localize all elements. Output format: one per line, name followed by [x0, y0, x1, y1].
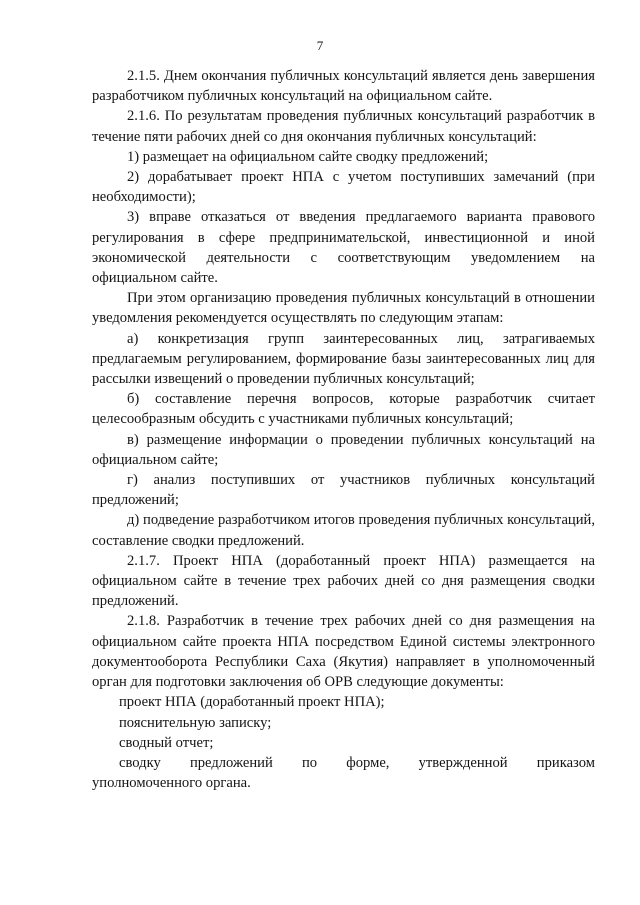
document-list-item-1: проект НПА (доработанный проект НПА);	[119, 694, 385, 711]
document-body	[92, 66, 595, 793]
document-list-item-4: сводку предложений по форме, утвержденной приказом	[119, 754, 595, 771]
list-item-1: 1) размещает на официальном сайте сводку предложений;	[127, 148, 489, 165]
stage-item-v: в) размещение информации о проведении публичных консультаций на официальном сайте;	[92, 431, 595, 468]
paragraph-2-1-5: 2.1.5. Днем окончания публичных консультаций является день завершения разработчиком публичных консультаций на официальном сайте.	[92, 68, 595, 105]
paragraph-2-1-6: 2.1.6. По результатам проведения публичных консультаций разработчик в течение пяти рабочих дней со дня окончания публичных консультаций:	[92, 108, 595, 145]
stage-item-a: а) конкретизация групп заинтересованных лиц, затрагиваемых предлагаемым регулированием, формирование базы заинтересованных лиц для рассылки извещений о проведении публичных консультаций;	[92, 330, 595, 388]
list-item-2: 2) дорабатывает проект НПА с учетом поступивших замечаний (при необходимости);	[92, 169, 595, 206]
page-number: 7	[316, 38, 324, 53]
paragraph-stages-intro: При этом организацию проведения публичных консультаций в отношении уведомления рекомендуется осуществлять по следующим этапам:	[92, 290, 595, 327]
document-list-item-3: сводный отчет;	[119, 734, 214, 751]
paragraph-2-1-7: 2.1.7. Проект НПА (доработанный проект НПА) размещается на официальном сайте в течение трех рабочих дней со дня размещения сводки предложений.	[92, 552, 595, 610]
document-list-item-4-continuation: уполномоченного органа.	[92, 775, 251, 792]
document-list-item-2: пояснительную записку;	[119, 714, 272, 731]
stage-item-g: г) анализ поступивших от участников публичных консультаций предложений;	[92, 472, 595, 509]
list-item-3: 3) вправе отказаться от введения предлагаемого варианта правового регулирования в сфере предпринимательской, инвестиционной и иной экономической деятельности с соответствующим уведомлением на официальном сайте.	[92, 209, 595, 287]
paragraph-2-1-8: 2.1.8. Разработчик в течение трех рабочих дней со дня размещения на официальном сайте проекта НПА посредством Единой системы электронного документооборота Республики Саха (Якутия) направляет в уполномоченный орган для подготовки заключения об ОРВ следующие документы:	[92, 613, 595, 691]
stage-item-b: б) составление перечня вопросов, которые разработчик считает целесообразным обсудить с участниками публичных консультаций;	[92, 391, 595, 428]
stage-item-d: д) подведение разработчиком итогов проведения публичных консультаций, составление сводки предложений.	[92, 512, 595, 549]
